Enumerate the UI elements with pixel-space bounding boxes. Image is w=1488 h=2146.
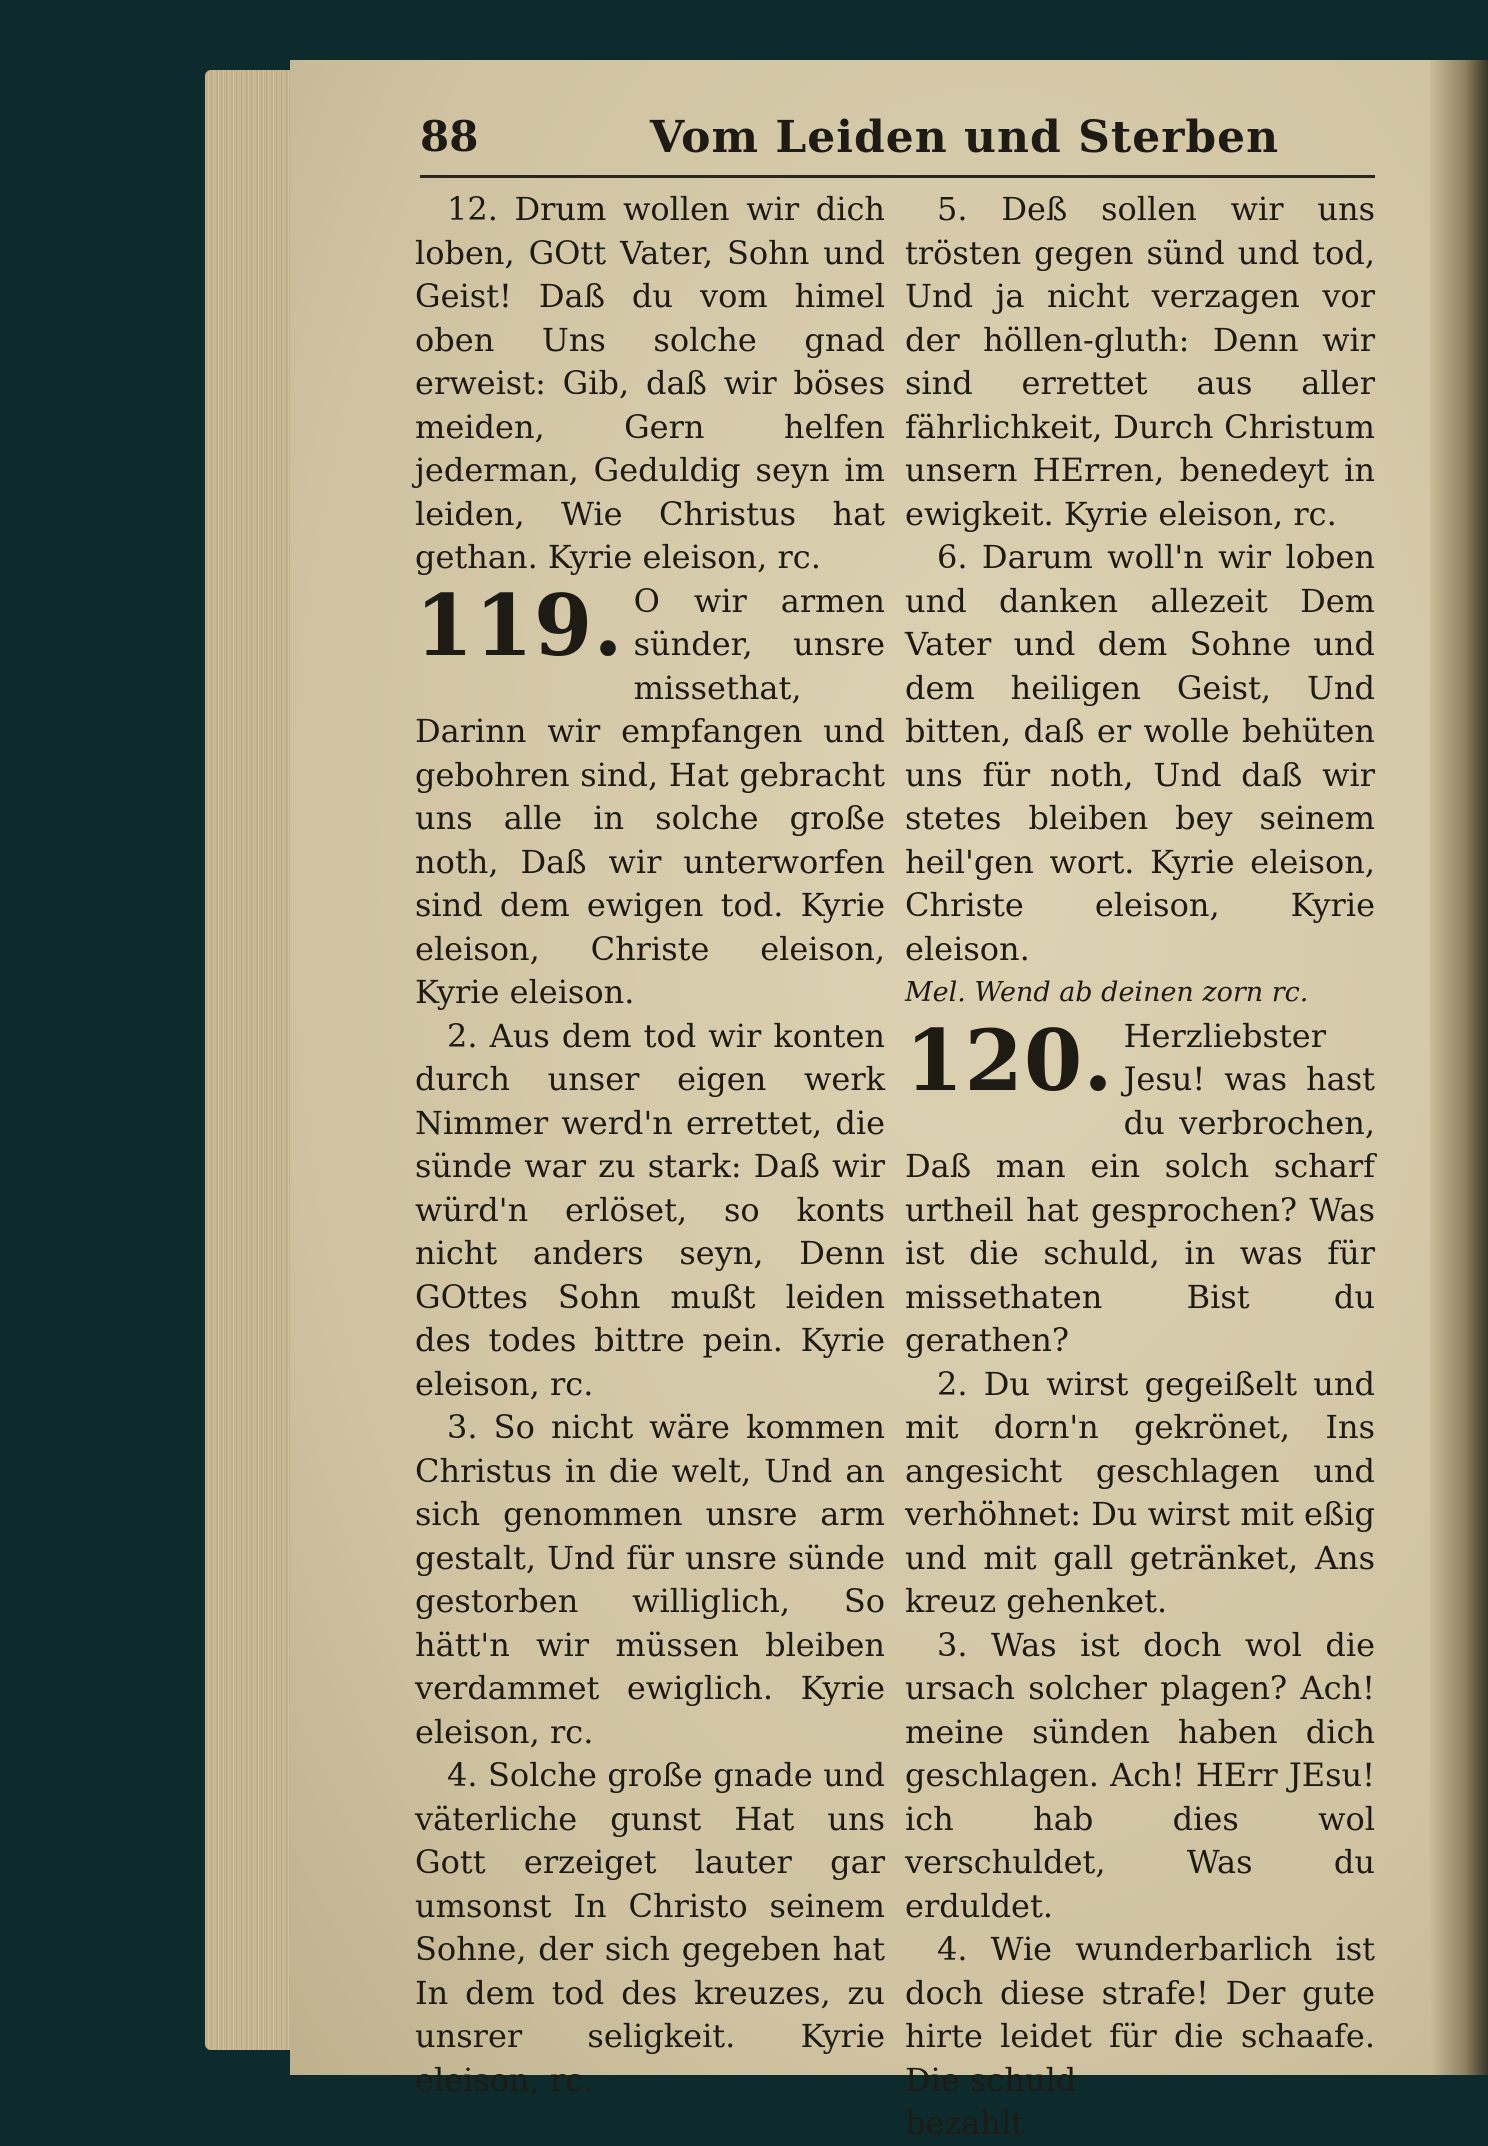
verse-3-left: 3. So nicht wäre kommen Christus in die welt, Und an sich genommen unsre arm gestalt, Und für unsre sünde gestorben williglich, So hätt'n wir müssen bleiben verdammet ewiglich. Kyrie eleison, rc. bbox=[415, 1408, 885, 1751]
verse-12: 12. Drum wollen wir dich loben, GOtt Vater, Sohn und Geist! Daß du vom himel oben Uns solche gnad erweist: Gib, daß wir böses meiden, Gern helfen jederman, Geduldig seyn im leiden, Wie Christus hat gethan. Kyrie eleison, rc. bbox=[415, 190, 885, 576]
verse-2-right: 2. Du wirst gegeißelt und mit dorn'n gekrönet, Ins angesicht geschlagen und verhöhnet: Du wirst mit eßig und mit gall getränket, Ans kreuz gehenket. bbox=[905, 1364, 1375, 1620]
hymn-120 bbox=[905, 1010, 1375, 1363]
page-number: 88 bbox=[420, 112, 479, 161]
melody-note: Mel. Wend ab deinen zorn rc. bbox=[905, 977, 1309, 1008]
verse-3-right: 3. Was ist doch wol die ursach solcher plagen? Ach! meine sünden haben dich geschlagen. Ach! HErr JEsu! ich hab dies wol verschuldet, Was du erduldet. bbox=[905, 1625, 1375, 1925]
header-rule bbox=[420, 175, 1375, 178]
hymn-number-120: 120. bbox=[905, 1010, 1114, 1110]
hymn-120-text: Herzliebster Jesu! was hast du verbrochen, Daß man ein solch scharf urtheil hat gesprochen? Was ist die schuld, in was für missethaten Bist du gerathen? bbox=[905, 1016, 1375, 1359]
page-gutter bbox=[1430, 60, 1488, 2075]
verse-4-left: 4. Solche große gnade und väterliche gunst Hat uns Gott erzeiget lauter gar umsonst In Christo seinem Sohne, der sich gegeben hat In dem tod des kreuzes, zu unsrer seligkeit. Kyrie eleison, rc. bbox=[415, 1756, 885, 2099]
verse-2-left: 2. Aus dem tod wir konten durch unser eigen werk Nimmer werd'n errettet, die sünde war zu stark: Daß wir würd'n erlöset, so konts nicht anders seyn, Denn GOttes Sohn mußt leiden des todes bittre pein. Kyrie eleison, rc. bbox=[415, 1016, 885, 1403]
left-column bbox=[415, 188, 885, 2102]
verse-5: 5. Deß sollen wir uns trösten gegen sünd und tod, Und ja nicht verzagen vor der höllen-gluth: Denn wir sind errettet aus aller fährlichkeit, Durch Christum unsern HErren, benedeyt in ewigkeit. Kyrie eleison, rc. bbox=[905, 190, 1375, 533]
page-edges bbox=[205, 70, 295, 2050]
verse-6: 6. Darum woll'n wir loben und danken allezeit Dem Vater und dem Sohne und dem heiligen Geist, Und bitten, daß er wolle behüten uns für noth, Und daß wir stetes bleiben bey seinem heil'gen wort. Kyrie eleison, Christe eleison, Kyrie eleison. bbox=[905, 538, 1375, 968]
running-title: Vom Leiden und Sterben bbox=[650, 112, 1280, 163]
hymn-119-text: O wir armen sünder, unsre missethat, Darinn wir empfangen und gebohren sind, Hat gebracht uns alle in solche große noth, Daß wir unterworfen sind dem ewigen tod. Kyrie eleison, Christe eleison, Kyrie eleison. bbox=[415, 581, 885, 1011]
hymn-number-119: 119. bbox=[415, 575, 624, 675]
hymn-119 bbox=[415, 575, 885, 1015]
page-header bbox=[420, 112, 1380, 172]
right-column bbox=[905, 188, 1375, 2146]
verse-4-right: 4. Wie wunderbarlich ist doch diese strafe! Der gute hirte leidet für die schaafe. Die schuld bbox=[905, 1930, 1375, 2099]
catchword: bezahlt bbox=[905, 2104, 1025, 2142]
